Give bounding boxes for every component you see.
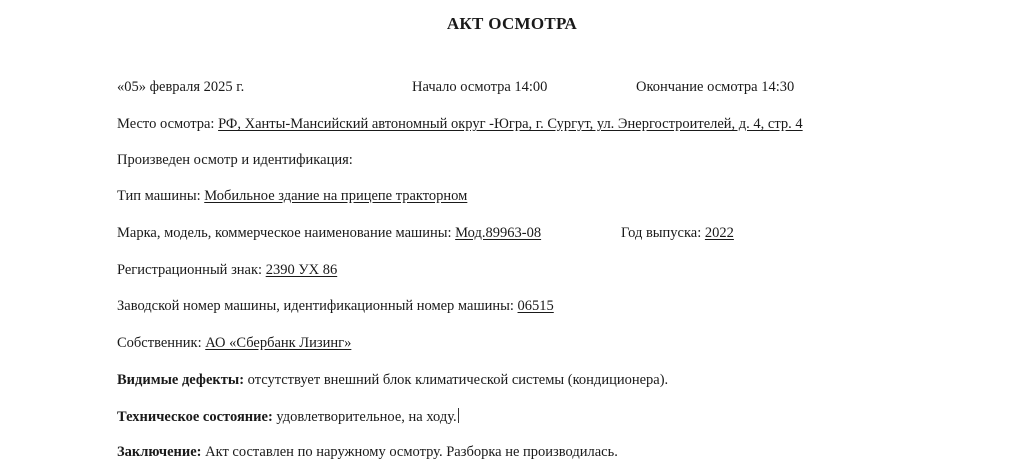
place-value: РФ, Ханты-Мансийский автономный округ -Югра, г. Сургут, ул. Энергостроителей, д. 4, стр. 4 xyxy=(218,116,803,132)
model-value: Мод.89963-08 xyxy=(455,225,542,241)
serial-value: 06515 xyxy=(517,298,554,314)
text-cursor xyxy=(458,408,459,423)
inspection-date: «05» февраля 2025 г. xyxy=(117,79,245,95)
year-label: Год выпуска: xyxy=(621,225,705,241)
tech-state-value: удовлетворительное, на ходу. xyxy=(272,409,457,425)
inspection-end-time: Окончание осмотра 14:30 xyxy=(636,79,795,95)
machine-type-label: Тип машины: xyxy=(117,188,205,204)
owner-row xyxy=(117,335,351,352)
model-row xyxy=(117,225,541,242)
machine-type-row xyxy=(117,188,467,205)
defects-value: отсутствует внешний блок климатической системы (кондиционера). xyxy=(244,372,669,388)
place-label: Место осмотра: xyxy=(117,116,219,132)
tech-state-row xyxy=(117,408,459,426)
place-row xyxy=(117,116,803,133)
machine-type-value: Мобильное здание на прицепе тракторном xyxy=(204,188,468,204)
conclusion-value: Акт составлен по наружному осмотру. Разборка не производилась. xyxy=(201,444,618,460)
year-value: 2022 xyxy=(704,225,734,241)
conclusion-row xyxy=(117,444,618,461)
owner-label: Собственник: xyxy=(117,335,206,351)
reg-sign-row xyxy=(117,262,337,279)
reg-sign-label: Регистрационный знак: xyxy=(117,262,266,278)
year-row xyxy=(621,225,734,242)
serial-row xyxy=(117,298,554,315)
conclusion-label: Заключение: xyxy=(117,444,202,460)
tech-state-label: Техническое состояние: xyxy=(117,409,273,425)
reg-sign-value: 2390 УХ 86 xyxy=(265,262,338,278)
owner-value: АО «Сбербанк Лизинг» xyxy=(205,335,352,351)
inspection-intro: Произведен осмотр и идентификация: xyxy=(117,152,353,168)
document-title: АКТ ОСМОТРА xyxy=(446,14,578,33)
model-label: Марка, модель, коммерческое наименование машины: xyxy=(117,225,456,241)
defects-row xyxy=(117,372,668,389)
inspection-start-time: Начало осмотра 14:00 xyxy=(412,79,548,95)
defects-label: Видимые дефекты: xyxy=(117,372,245,388)
serial-label: Заводской номер машины, идентификационный номер машины: xyxy=(117,298,518,314)
